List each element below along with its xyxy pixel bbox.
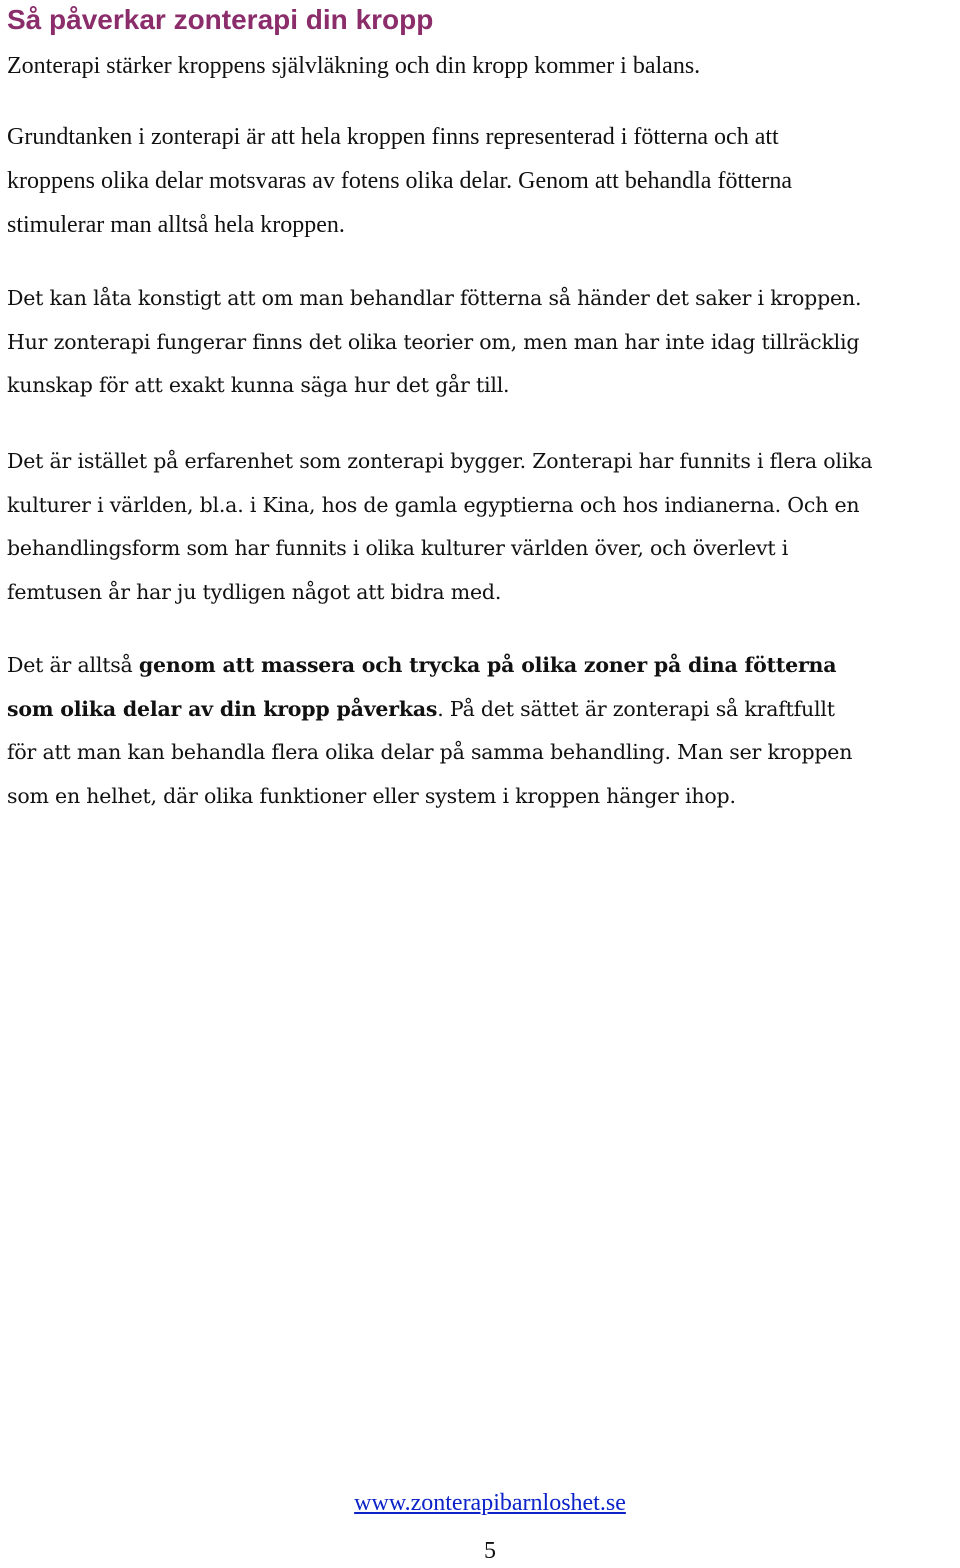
paragraph-1-line-1: Grundtanken i zonterapi är att hela kroppen finns representerad i fötterna och att	[7, 124, 779, 150]
paragraph-4-line-1	[7, 644, 852, 688]
paragraph-2-line-1: Det kan låta konstigt att om man behandlar fötterna så händer det saker i kroppen.	[7, 286, 862, 310]
paragraph-4-line-3: för att man kan behandla flera olika delar på samma behandling. Man ser kroppen	[7, 740, 853, 764]
page-number: 5	[484, 1538, 496, 1564]
paragraph-2	[7, 277, 861, 408]
paragraph-4-line-4: som en helhet, där olika funktioner eller system i kroppen hänger ihop.	[7, 783, 736, 808]
paragraph-4-line-2	[7, 688, 852, 732]
paragraph-4-bold-end: som olika delar av din kropp påverkas	[7, 696, 438, 721]
intro-text: Zonterapi stärker kroppens självläkning och din kropp kommer i balans.	[7, 53, 701, 79]
paragraph-1-line-3: stimulerar man alltså hela kroppen.	[7, 212, 345, 238]
paragraph-3	[7, 440, 872, 614]
paragraph-1-line-2: kroppens olika delar motsvaras av fotens olika delar. Genom att behandla fötterna	[7, 168, 793, 194]
page-title: Så påverkar zonterapi din kropp	[7, 4, 434, 35]
paragraph-2-line-2: Hur zonterapi fungerar finns det olika teorier om, men man har inte idag tillräcklig	[7, 329, 860, 354]
paragraph-3-line-4: femtusen år har ju tydligen något att bidra med.	[7, 579, 502, 604]
paragraph-3-line-1: Det är istället på erfarenhet som zonterapi bygger. Zonterapi har funnits i flera olika	[7, 449, 873, 473]
paragraph-1	[7, 115, 792, 247]
paragraph-3-line-3: behandlingsform som har funnits i olika kulturer världen över, och överlevt i	[7, 536, 789, 560]
website-link[interactable]: www.zonterapibarnloshet.se	[354, 1490, 626, 1516]
paragraph-4	[7, 644, 852, 818]
paragraph-4-normal-start: Det är alltså	[7, 653, 139, 677]
paragraph-2-line-3: kunskap för att exakt kunna säga hur det går till.	[7, 373, 510, 397]
paragraph-3-line-2: kulturer i världen, bl.a. i Kina, hos de gamla egyptierna och hos indianerna. Och en	[7, 492, 860, 517]
paragraph-4-bold-start: genom att massera och trycka på olika zoner på dina fötterna	[138, 653, 837, 677]
paragraph-4-normal-end: . På det sättet är zonterapi så kraftfullt	[437, 696, 835, 721]
